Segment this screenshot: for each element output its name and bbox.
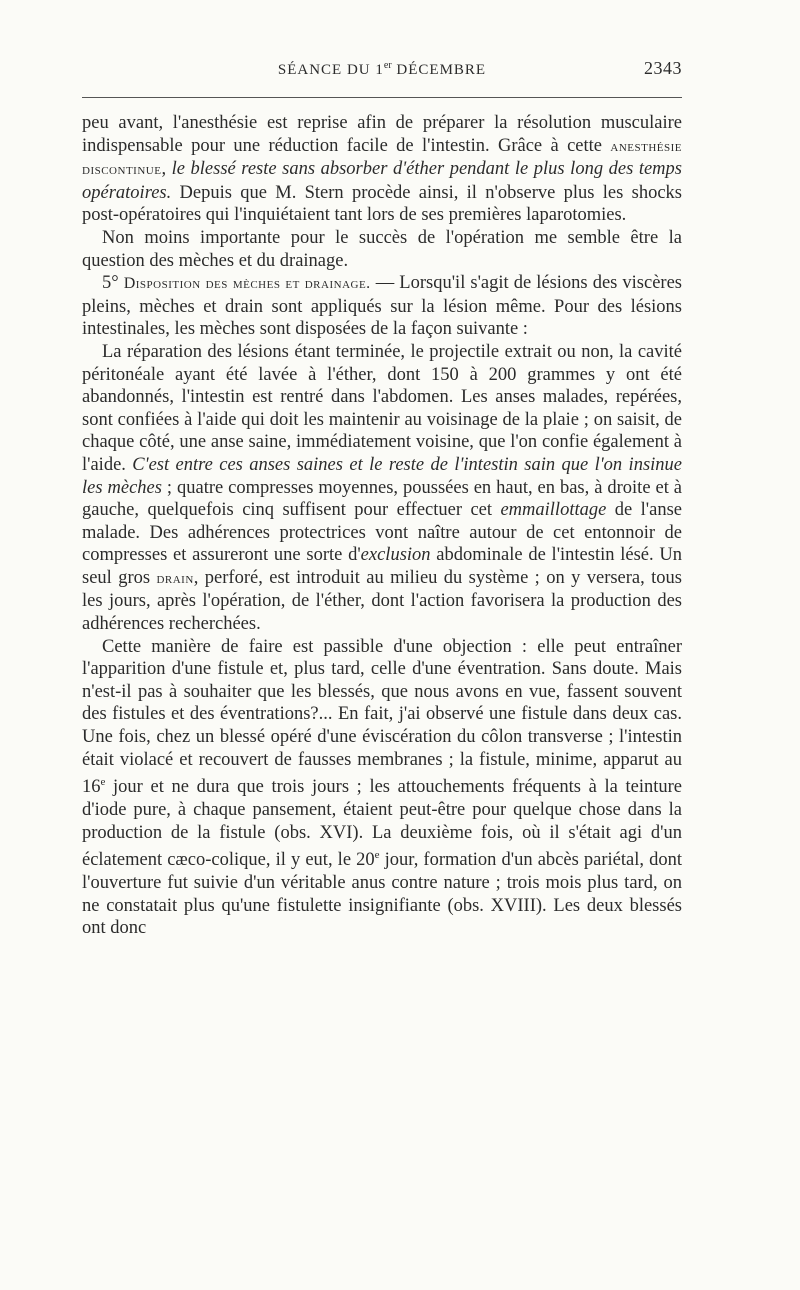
text-segment: 5°: [102, 273, 124, 294]
text-segment: le blessé reste sans absorber d'éther pendant le plus long des temps opératoires.: [82, 159, 682, 203]
text-segment: ,: [161, 159, 172, 180]
text-segment: C'est entre ces anses saines et le reste de l'intestin sain que l'on insinue les mèches: [82, 454, 682, 498]
text-segment: Depuis que M. Stern procède ainsi, il n'observe plus les shocks post-opératoires qui l'inquiétaient tant lors de ses premières laparotomies.: [82, 182, 682, 226]
text-segment: — Lorsqu'il s'agit de lésions des viscères pleins, mèches et drain sont appliqués sur la lésion même. Pour des lésions intestinales, les mèches sont disposées de la façon suivante :: [82, 273, 682, 340]
text-segment: abdominale de l'intestin lésé. Un seul gros: [82, 545, 682, 588]
body-text: [82, 112, 682, 940]
text-segment: Disposition des mèches et drainage.: [123, 275, 371, 293]
text-segment: Non moins importante pour le succès de l'opération me semble être la question des mèches et du drainage.: [82, 227, 682, 271]
running-title-sup: er: [383, 60, 392, 71]
running-header: [82, 58, 682, 82]
text-segment: drain: [156, 569, 194, 587]
text-segment: de l'anse malade. Des adhérences protectrices vont naître autour de cet entonnoir de compresses et assureront une sorte d': [82, 500, 682, 566]
text-segment: La réparation des lésions étant terminée, le projectile extrait ou non, la cavité péritonéale ayant été lavée à l'éther, dont 150 à 200 grammes y ont été abandonnés, l'intestin est rentré dans l'abdomen. Les anses malades, repérées, sont confiées à l'aide qui doit les maintenir au voisinage de la plaie ; on saisit, de chaque côté, une anse saine, immédiatement voisine, que l'on confie également à l'aide.: [82, 341, 682, 475]
text-segment: peu avant, l'anesthésie est reprise afin de préparer la résolution musculaire indispensable pour une réduction facile de l'intestin. Grâce à cette: [82, 113, 682, 156]
paragraph: [82, 272, 682, 341]
text-segment: exclusion: [360, 545, 431, 566]
header-rule: [82, 97, 682, 98]
paragraph: [82, 636, 682, 940]
text-segment: anesthésie discontinue: [82, 137, 682, 179]
running-title: [82, 60, 682, 79]
text-segment: e: [100, 776, 106, 789]
paragraph: [82, 341, 682, 636]
page-number: 2343: [644, 58, 682, 78]
text-segment: ; quatre compresses moyennes, poussées en haut, en bas, à droite et à gauche, quelquefois cinq suffisent pour effectuer cet: [82, 477, 682, 521]
text-segment: , perforé, est introduit au milieu du système ; on y versera, tous les jours, après l'opération, de l'éther, dont l'action favorisera la production des adhérences recherchées.: [82, 567, 682, 635]
text-segment: jour, formation d'un abcès pariétal, dont l'ouverture fut suivie d'un véritable anus contre nature ; trois mois plus tard, on ne constatait plus qu'une fistulette insignifiante (obs. XVIII). Les deux blessés ont donc: [82, 850, 682, 939]
paragraph: [82, 112, 682, 227]
running-title-month: DÉCEMBRE: [391, 62, 487, 78]
text-segment: jour et ne dura que trois jours ; les attouchements fréquents à la teinture d'iode pure, à chaque pansement, étaient peut-être pour quelque chose dans la production de la fistule (obs. XVI). La deuxième fois, où il s'était agi d'un éclatement cæco-colique, il y eut, le 20: [82, 777, 682, 871]
text-segment: emmaillottage: [500, 500, 607, 521]
text-segment: e: [374, 849, 380, 862]
paragraph: [82, 227, 682, 272]
text-segment: Cette manière de faire est passible d'une objection : elle peut entraîner l'apparition d'une fistule et, plus tard, celle d'une éventration. Sans doute. Mais n'est-il pas à souhaiter que les blessés, que nous avons en vue, fassent souvent des fistules et des éventrations?... En fait, j'ai observé une fistule dans deux cas. Une fois, chez un blessé opéré d'une éviscération du côlon transverse ; l'intestin était violacé et recouvert de fausses membranes ; la fistule, minime, apparut au 16: [82, 636, 682, 798]
running-title-main: SÉANCE DU 1: [277, 62, 384, 78]
